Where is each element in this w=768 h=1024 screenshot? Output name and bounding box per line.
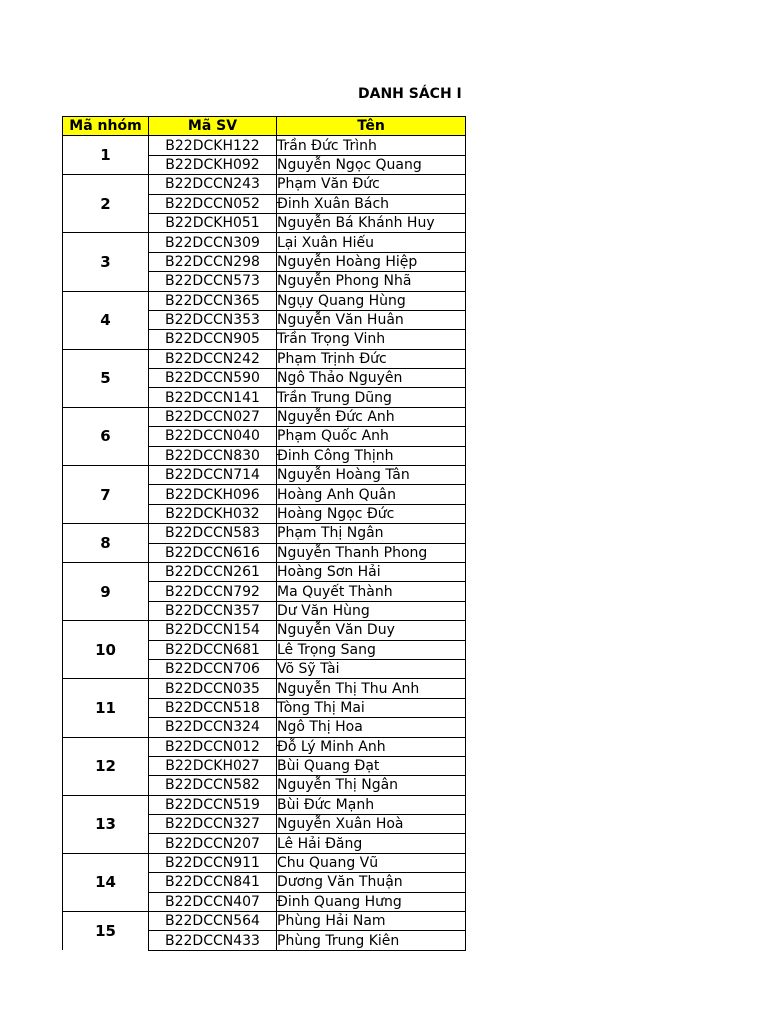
header-group-number[interactable]: Mã nhóm bbox=[63, 117, 149, 136]
header-student-name[interactable]: Tên bbox=[277, 117, 466, 136]
student-name-cell[interactable]: Trần Đức Trình bbox=[277, 136, 466, 155]
table-row bbox=[63, 233, 466, 252]
student-name-cell[interactable]: Chu Quang Vũ bbox=[277, 853, 466, 872]
table-row bbox=[63, 679, 466, 698]
group-number-cell[interactable]: 7 bbox=[63, 466, 149, 524]
student-id-cell[interactable]: B22DCCN141 bbox=[149, 388, 277, 407]
student-id-cell[interactable]: B22DCCN242 bbox=[149, 349, 277, 368]
student-id-cell[interactable]: B22DCCN012 bbox=[149, 737, 277, 756]
student-id-cell[interactable]: B22DCKH092 bbox=[149, 155, 277, 174]
student-id-cell[interactable]: B22DCKH051 bbox=[149, 213, 277, 232]
student-id-cell[interactable]: B22DCCN911 bbox=[149, 853, 277, 872]
student-name-cell[interactable]: Ngụy Quang Hùng bbox=[277, 291, 466, 310]
group-number-cell[interactable]: 3 bbox=[63, 233, 149, 291]
student-id-cell[interactable]: B22DCCN365 bbox=[149, 291, 277, 310]
student-name-cell[interactable]: Võ Sỹ Tài bbox=[277, 659, 466, 678]
student-id-cell[interactable]: B22DCCN040 bbox=[149, 427, 277, 446]
student-name-cell[interactable]: Đinh Quang Hưng bbox=[277, 892, 466, 911]
group-number-cell[interactable]: 10 bbox=[63, 621, 149, 679]
student-name-cell[interactable]: Ngô Thảo Nguyên bbox=[277, 369, 466, 388]
student-name-cell[interactable]: Nguyễn Văn Duy bbox=[277, 621, 466, 640]
table-row bbox=[63, 795, 466, 814]
student-name-cell[interactable]: Lê Hải Đăng bbox=[277, 834, 466, 853]
student-id-cell[interactable]: B22DCCN407 bbox=[149, 892, 277, 911]
student-name-cell[interactable]: Bùi Quang Đạt bbox=[277, 756, 466, 775]
student-name-cell[interactable]: Nguyễn Thị Thu Anh bbox=[277, 679, 466, 698]
page-title: DANH SÁCH I bbox=[358, 86, 462, 102]
student-name-cell[interactable]: Phạm Thị Ngân bbox=[277, 524, 466, 543]
table-row bbox=[63, 136, 466, 155]
student-name-cell[interactable]: Đinh Xuân Bách bbox=[277, 194, 466, 213]
student-name-cell[interactable]: Phạm Quốc Anh bbox=[277, 427, 466, 446]
student-id-cell[interactable]: B22DCCN830 bbox=[149, 446, 277, 465]
table-row bbox=[63, 291, 466, 310]
group-number-cell[interactable]: 8 bbox=[63, 524, 149, 563]
student-id-cell[interactable]: B22DCCN357 bbox=[149, 601, 277, 620]
student-id-cell[interactable]: B22DCCN518 bbox=[149, 698, 277, 717]
student-id-cell[interactable]: B22DCCN616 bbox=[149, 543, 277, 562]
student-id-cell[interactable]: B22DCCN582 bbox=[149, 776, 277, 795]
student-name-cell[interactable]: Lại Xuân Hiếu bbox=[277, 233, 466, 252]
table-row bbox=[63, 621, 466, 640]
student-id-cell[interactable]: B22DCCN154 bbox=[149, 621, 277, 640]
group-number-cell[interactable]: 6 bbox=[63, 407, 149, 465]
group-number-cell[interactable]: 12 bbox=[63, 737, 149, 795]
student-id-cell[interactable]: B22DCCN261 bbox=[149, 562, 277, 581]
student-id-cell[interactable]: B22DCCN052 bbox=[149, 194, 277, 213]
student-id-cell[interactable]: B22DCCN590 bbox=[149, 369, 277, 388]
group-number-cell[interactable]: 15 bbox=[63, 912, 149, 951]
student-name-cell[interactable]: Hoàng Ngọc Đức bbox=[277, 504, 466, 523]
student-id-cell[interactable]: B22DCCN905 bbox=[149, 330, 277, 349]
student-id-cell[interactable]: B22DCCN583 bbox=[149, 524, 277, 543]
student-name-cell[interactable]: Nguyễn Hoàng Tân bbox=[277, 466, 466, 485]
header-student-id[interactable]: Mã SV bbox=[149, 117, 277, 136]
student-id-cell[interactable]: B22DCCN207 bbox=[149, 834, 277, 853]
group-number-cell[interactable]: 9 bbox=[63, 562, 149, 620]
table-row bbox=[63, 407, 466, 426]
student-name-cell[interactable]: Trần Trung Dũng bbox=[277, 388, 466, 407]
table-row bbox=[63, 524, 466, 543]
group-number-cell[interactable]: 1 bbox=[63, 136, 149, 175]
student-id-cell[interactable]: B22DCKH027 bbox=[149, 756, 277, 775]
group-number-cell[interactable]: 14 bbox=[63, 853, 149, 911]
student-name-cell[interactable]: Nguyễn Bá Khánh Huy bbox=[277, 213, 466, 232]
student-name-cell[interactable]: Phạm Văn Đức bbox=[277, 175, 466, 194]
group-number-cell[interactable]: 13 bbox=[63, 795, 149, 853]
student-name-cell[interactable]: Tòng Thị Mai bbox=[277, 698, 466, 717]
student-id-cell[interactable]: B22DCKH122 bbox=[149, 136, 277, 155]
student-name-cell[interactable]: Nguyễn Thị Ngân bbox=[277, 776, 466, 795]
student-name-cell[interactable]: Đinh Công Thịnh bbox=[277, 446, 466, 465]
student-name-cell[interactable]: Nguyễn Ngọc Quang bbox=[277, 155, 466, 174]
group-number-cell[interactable]: 11 bbox=[63, 679, 149, 737]
student-id-cell[interactable]: B22DCCN327 bbox=[149, 815, 277, 834]
group-roster-table bbox=[62, 116, 466, 951]
student-id-cell[interactable]: B22DCCN681 bbox=[149, 640, 277, 659]
student-name-cell[interactable]: Nguyễn Thanh Phong bbox=[277, 543, 466, 562]
group-number-cell[interactable]: 5 bbox=[63, 349, 149, 407]
student-name-cell[interactable]: Ngô Thị Hoa bbox=[277, 718, 466, 737]
student-name-cell[interactable]: Hoàng Sơn Hải bbox=[277, 562, 466, 581]
roster-body bbox=[63, 136, 466, 950]
student-id-cell[interactable]: B22DCCN841 bbox=[149, 873, 277, 892]
student-name-cell[interactable]: Phùng Hải Nam bbox=[277, 912, 466, 931]
table-row bbox=[63, 466, 466, 485]
table-row bbox=[63, 737, 466, 756]
student-id-cell[interactable]: B22DCCN573 bbox=[149, 272, 277, 291]
student-name-cell[interactable]: Phạm Trịnh Đức bbox=[277, 349, 466, 368]
student-name-cell[interactable]: Hoàng Anh Quân bbox=[277, 485, 466, 504]
table-row bbox=[63, 562, 466, 581]
student-id-cell[interactable]: B22DCCN706 bbox=[149, 659, 277, 678]
header-row bbox=[63, 117, 466, 136]
student-id-cell[interactable]: B22DCCN564 bbox=[149, 912, 277, 931]
student-id-cell[interactable]: B22DCCN309 bbox=[149, 233, 277, 252]
group-number-cell[interactable]: 4 bbox=[63, 291, 149, 349]
student-id-cell[interactable]: B22DCCN243 bbox=[149, 175, 277, 194]
student-id-cell[interactable]: B22DCCN792 bbox=[149, 582, 277, 601]
student-id-cell[interactable]: B22DCCN298 bbox=[149, 252, 277, 271]
student-id-cell[interactable]: B22DCCN433 bbox=[149, 931, 277, 950]
student-name-cell[interactable]: Ma Quyết Thành bbox=[277, 582, 466, 601]
student-name-cell[interactable]: Nguyễn Đức Anh bbox=[277, 407, 466, 426]
student-name-cell[interactable]: Phùng Trung Kiên bbox=[277, 931, 466, 950]
table-row bbox=[63, 912, 466, 931]
student-id-cell[interactable]: B22DCKH032 bbox=[149, 504, 277, 523]
group-number-cell[interactable]: 2 bbox=[63, 175, 149, 233]
student-id-cell[interactable]: B22DCCN324 bbox=[149, 718, 277, 737]
student-name-cell[interactable]: Đỗ Lý Minh Anh bbox=[277, 737, 466, 756]
student-name-cell[interactable]: Bùi Đức Mạnh bbox=[277, 795, 466, 814]
student-name-cell[interactable]: Nguyễn Xuân Hoà bbox=[277, 815, 466, 834]
table-row bbox=[63, 349, 466, 368]
table-row bbox=[63, 175, 466, 194]
student-name-cell[interactable]: Nguyễn Văn Huân bbox=[277, 310, 466, 329]
student-id-cell[interactable]: B22DCCN353 bbox=[149, 310, 277, 329]
table-row bbox=[63, 853, 466, 872]
student-name-cell[interactable]: Nguyễn Phong Nhã bbox=[277, 272, 466, 291]
student-id-cell[interactable]: B22DCKH096 bbox=[149, 485, 277, 504]
student-id-cell[interactable]: B22DCCN519 bbox=[149, 795, 277, 814]
student-name-cell[interactable]: Lê Trọng Sang bbox=[277, 640, 466, 659]
student-id-cell[interactable]: B22DCCN035 bbox=[149, 679, 277, 698]
student-name-cell[interactable]: Dư Văn Hùng bbox=[277, 601, 466, 620]
student-name-cell[interactable]: Dương Văn Thuận bbox=[277, 873, 466, 892]
student-id-cell[interactable]: B22DCCN027 bbox=[149, 407, 277, 426]
student-id-cell[interactable]: B22DCCN714 bbox=[149, 466, 277, 485]
student-name-cell[interactable]: Nguyễn Hoàng Hiệp bbox=[277, 252, 466, 271]
student-name-cell[interactable]: Trần Trọng Vinh bbox=[277, 330, 466, 349]
